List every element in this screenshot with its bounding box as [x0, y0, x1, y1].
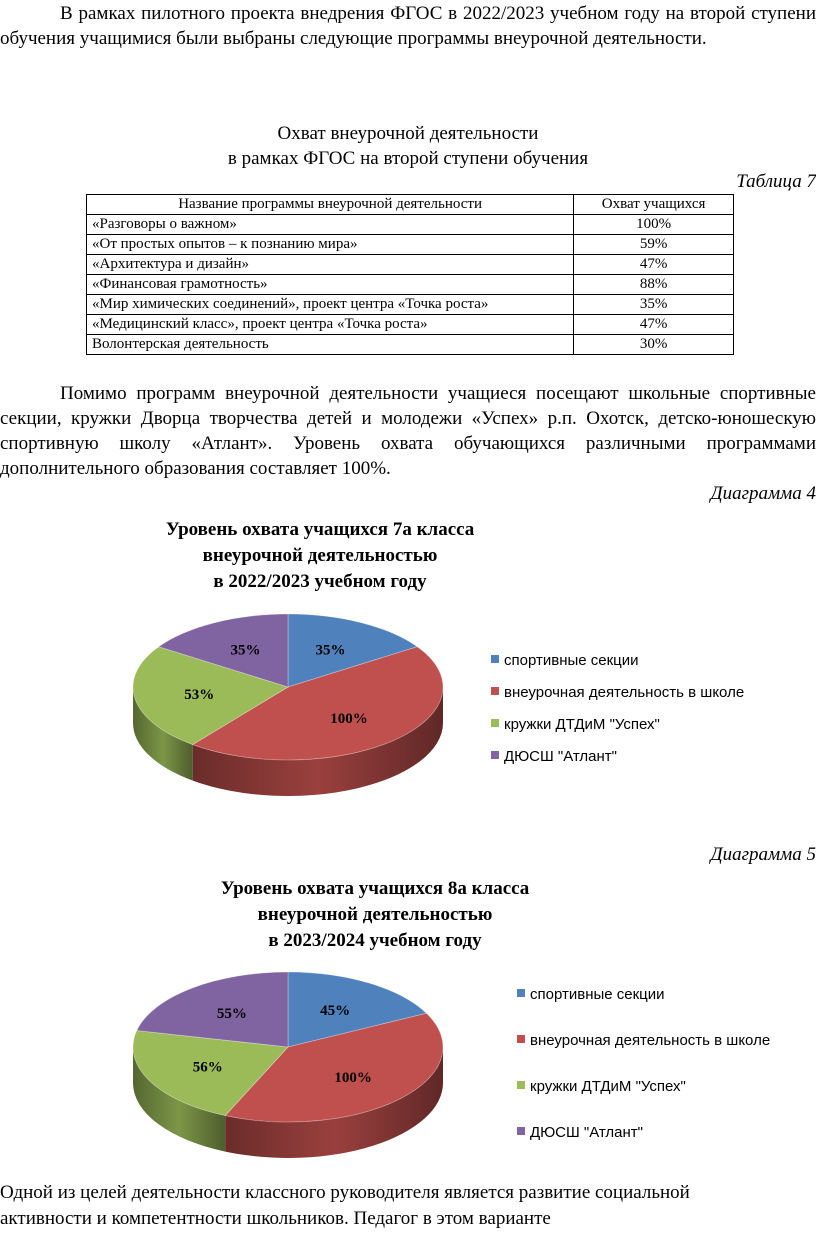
legend-label: внеурочная деятельность в школе [530, 1032, 771, 1049]
table-cell-name: «Медицинский класс», проект центра «Точка роста» [87, 315, 574, 335]
legend-label: ДЮСШ "Атлант" [504, 748, 618, 765]
activities-text: Помимо программ внеурочной деятельности учащиеся посещают школьные спортивные секции, кружки Дворца творчества детей и молодежи «Успех» р.п. Охотск, детско-юношескую спортивную школу «Атлант». Уровень охвата обучающихся различными программами дополнительного образования составляет 100%. [0, 383, 816, 479]
legend-swatch [517, 1035, 525, 1043]
pie-data-label: 55% [216, 1006, 247, 1023]
pie-chart-8a [130, 970, 446, 1160]
legend-swatch [517, 1127, 525, 1135]
table-cell-name: «Мир химических соединений», проект центра «Точка роста» [87, 295, 574, 315]
table-cell-value: 47% [574, 255, 734, 275]
pie-data-label: 35% [315, 642, 346, 659]
table-cell-value: 88% [574, 275, 734, 295]
legend-item [517, 1078, 686, 1096]
legend-swatch [491, 751, 499, 759]
table-row [87, 295, 734, 315]
intro-paragraph [0, 1, 816, 51]
table-cell-name: «Разговоры о важном» [87, 215, 574, 235]
pie-data-label: 56% [192, 1059, 223, 1076]
diagram5-caption: Диаграмма 5 [710, 844, 816, 865]
chart-title-line: Уровень охвата учащихся 8а класса [220, 878, 530, 899]
chart-title-line: внеурочной деятельностью [202, 545, 438, 566]
table-title-line1: Охват внеурочной деятельности [277, 123, 539, 144]
table-row [87, 335, 734, 355]
legend-swatch [491, 655, 499, 663]
programs-table [86, 194, 734, 355]
legend-label: кружки ДТДиМ "Успех" [504, 716, 660, 733]
pie-data-label: 45% [320, 1002, 351, 1019]
table-title [0, 121, 816, 171]
legend-item [517, 1124, 643, 1142]
activities-paragraph [0, 381, 816, 481]
table-cell-value: 100% [574, 215, 734, 235]
legend-label: кружки ДТДиМ "Успех" [530, 1078, 686, 1095]
table-cell-value: 35% [574, 295, 734, 315]
table-row [87, 275, 734, 295]
chart-title-line: в 2022/2023 учебном году [213, 571, 427, 592]
table-cell-value: 30% [574, 335, 734, 355]
legend-item [517, 986, 665, 1004]
chart-title-line: в 2023/2024 учебном году [268, 930, 482, 951]
table-cell-name: «От простых опытов – к познанию мира» [87, 235, 574, 255]
table-row [87, 235, 734, 255]
chart-title [100, 517, 540, 595]
pie-chart-7a [130, 612, 446, 798]
intro-text: В рамках пилотного проекта внедрения ФГОС в 2022/2023 учебном году на второй ступени обучения учащимися были выбраны следующие программы внеурочной деятельности. [0, 3, 816, 49]
table-cell-name: «Финансовая грамотность» [87, 275, 574, 295]
table-title-line2: в рамках ФГОС на второй ступени обучения [227, 148, 589, 169]
closing-line2: активности и компетентности школьников. Педагог в этом варианте [0, 1208, 551, 1229]
pie-data-label: 100% [330, 711, 368, 728]
chart-title-line: Уровень охвата учащихся 7а класса [165, 519, 475, 540]
table-header-coverage: Охват учащихся [574, 195, 734, 215]
legend-item [491, 716, 660, 734]
legend-swatch [491, 687, 499, 695]
table-row [87, 215, 734, 235]
table-row [87, 315, 734, 335]
legend-swatch [517, 1081, 525, 1089]
table-cell-value: 47% [574, 315, 734, 335]
closing-line1: Одной из целей деятельности классного руководителя является развитие социальной [0, 1182, 690, 1203]
table-header-row [87, 195, 734, 215]
legend-label: ДЮСШ "Атлант" [530, 1124, 644, 1141]
table-header-name: Название программы внеурочной деятельности [87, 195, 574, 215]
legend-item [491, 684, 744, 702]
pie-data-label: 35% [230, 642, 261, 659]
chart-title [155, 876, 595, 954]
table-cell-name: «Архитектура и дизайн» [87, 255, 574, 275]
legend-swatch [517, 989, 525, 997]
chart-title-line: внеурочной деятельностью [257, 904, 493, 925]
legend-label: спортивные секции [504, 652, 639, 669]
legend-label: спортивные секции [530, 986, 665, 1003]
table-cell-value: 59% [574, 235, 734, 255]
diagram4-caption: Диаграмма 4 [710, 483, 816, 504]
pie-data-label: 53% [184, 686, 215, 703]
legend-item [491, 652, 639, 670]
closing-paragraph [0, 1180, 816, 1232]
table-caption: Таблица 7 [736, 171, 816, 192]
legend-item [517, 1032, 770, 1050]
table-cell-name: Волонтерская деятельность [87, 335, 574, 355]
table-row [87, 255, 734, 275]
legend-swatch [491, 719, 499, 727]
legend-label: внеурочная деятельность в школе [504, 684, 745, 701]
pie-data-label: 100% [334, 1069, 372, 1086]
legend-item [491, 748, 617, 766]
